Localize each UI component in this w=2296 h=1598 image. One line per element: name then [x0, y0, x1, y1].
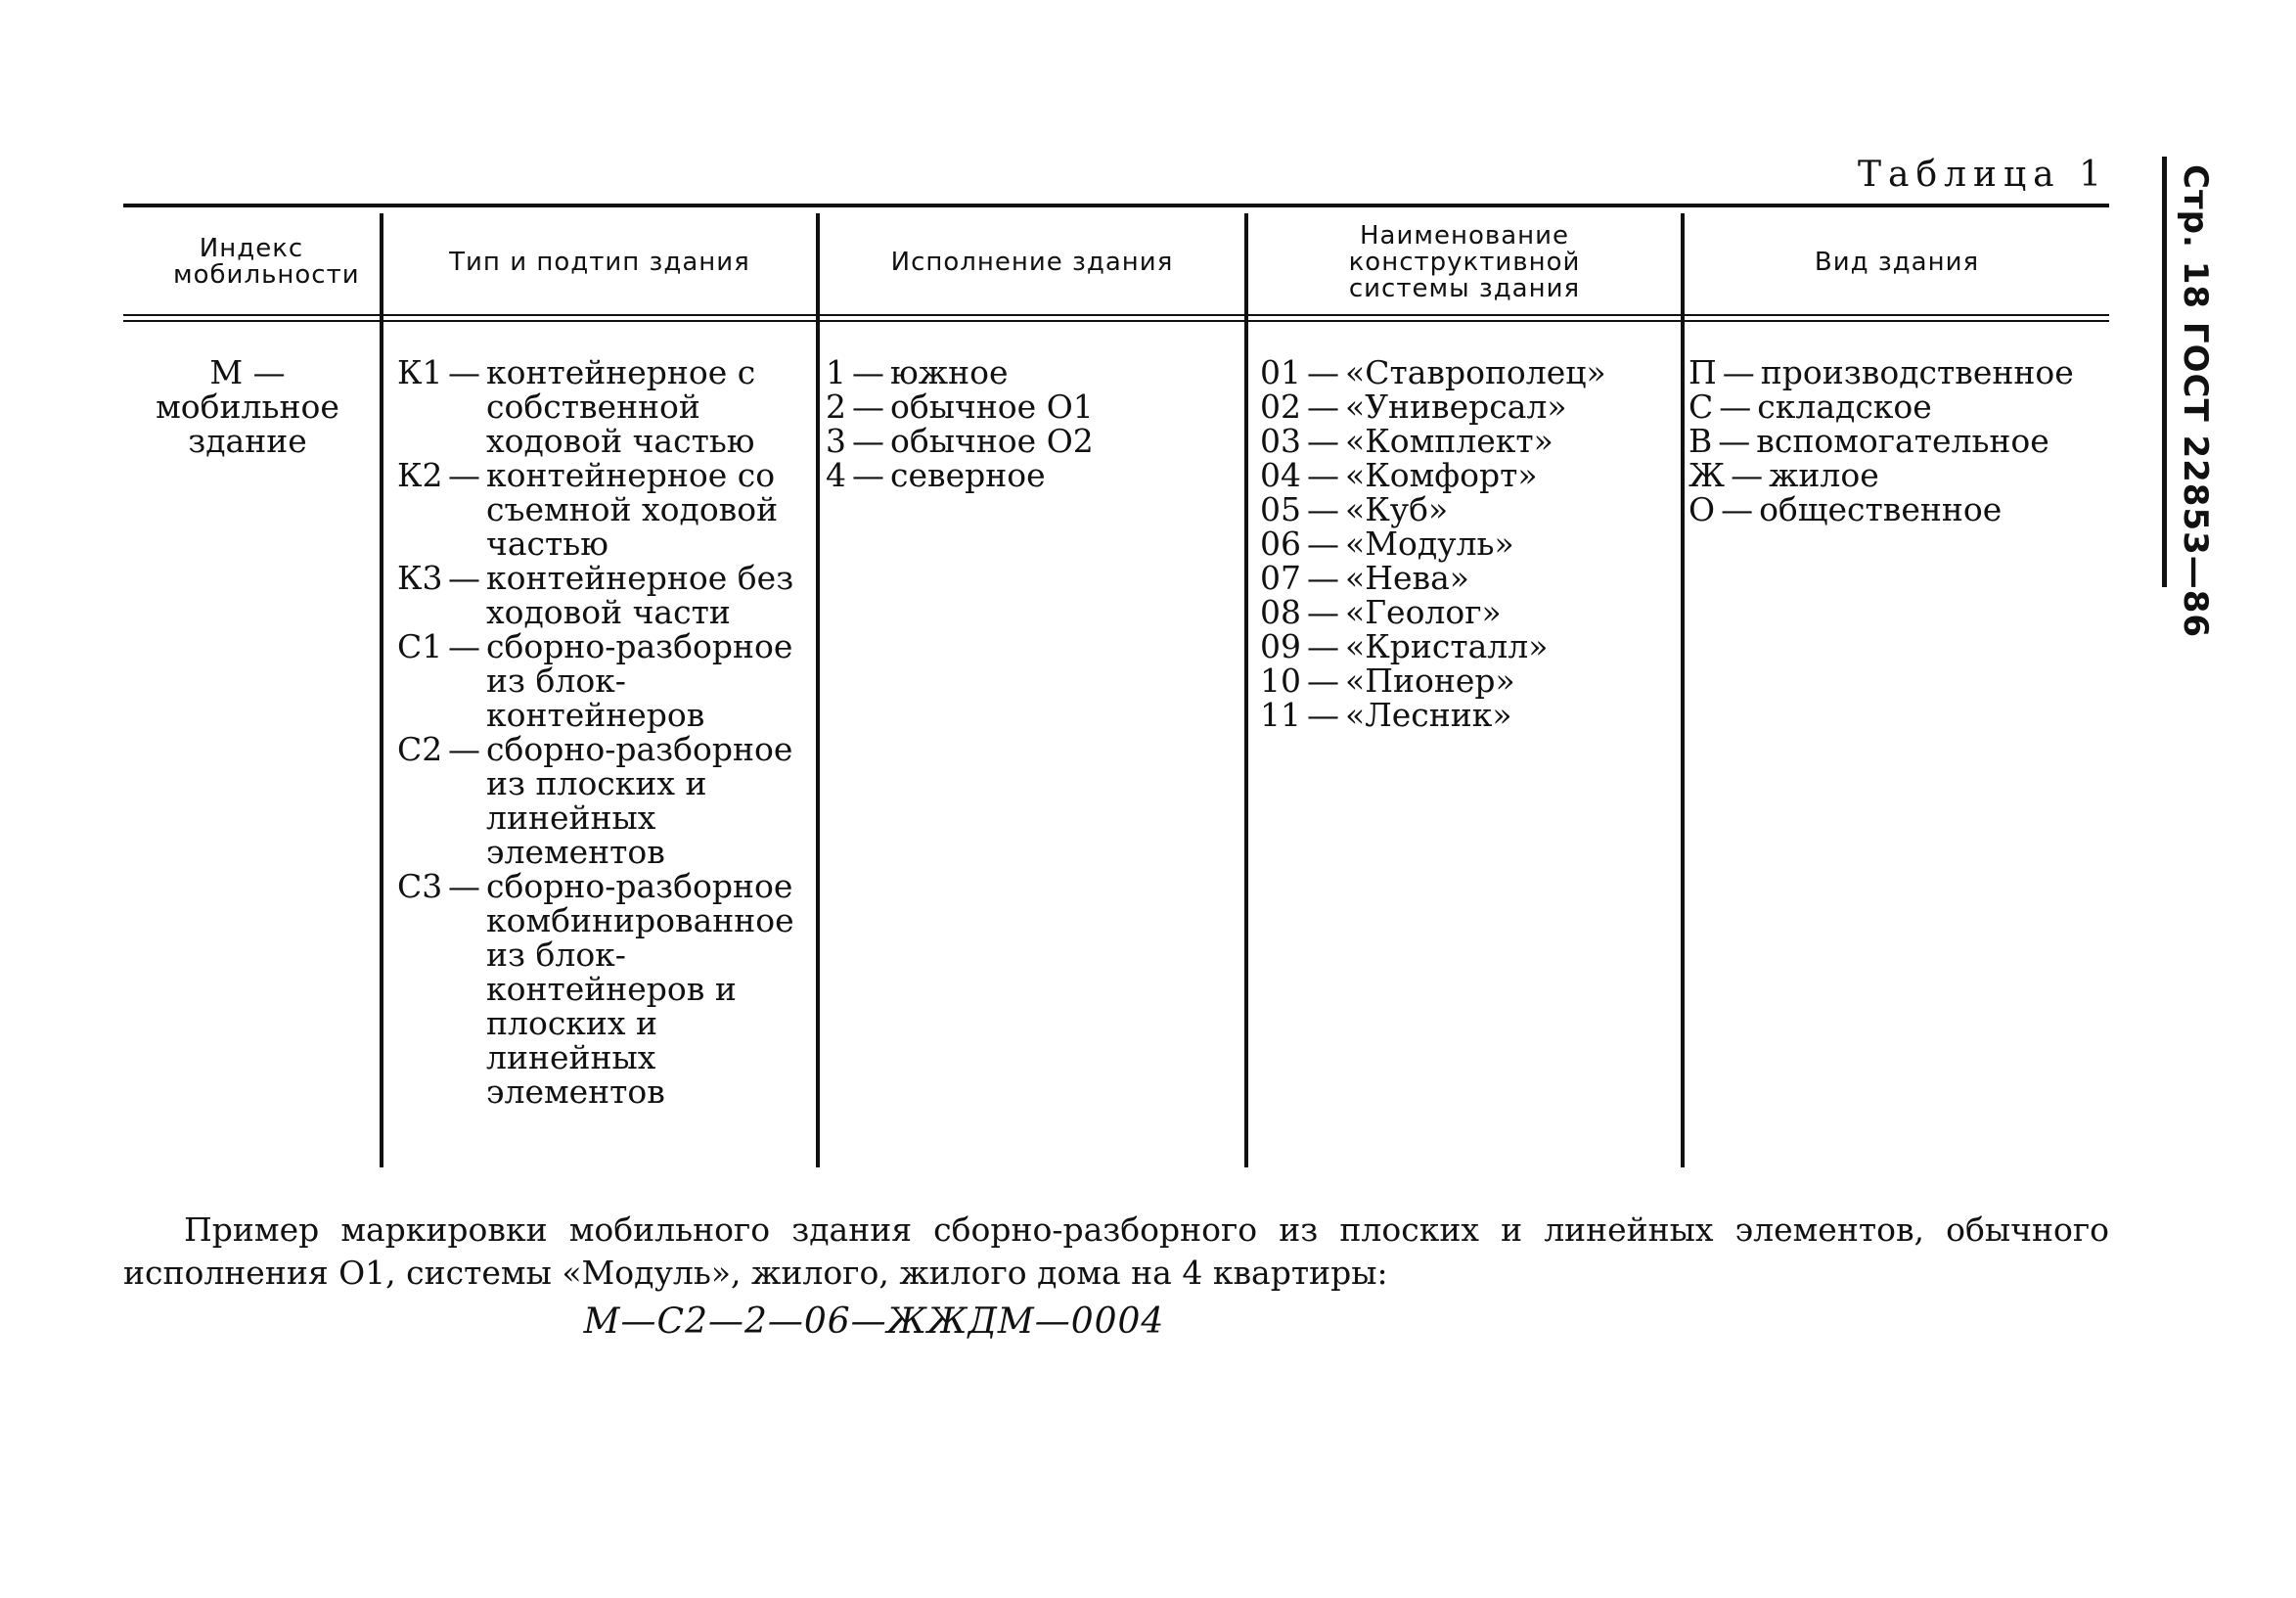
versions-cell	[826, 355, 1237, 492]
dash-separator: —	[1307, 593, 1339, 631]
version-code: 2	[826, 388, 846, 426]
version-entry	[826, 424, 1237, 458]
type-entry	[397, 869, 808, 1109]
version-entry	[826, 389, 1237, 424]
system-code: 06	[1260, 525, 1301, 563]
column-divider-3	[1244, 213, 1248, 1167]
kind-code: О	[1688, 490, 1716, 528]
header-kind	[1685, 213, 2109, 311]
kind-text: вспомогательное	[1756, 422, 2049, 460]
dash-separator: —	[1718, 422, 1751, 460]
type-entry	[397, 355, 808, 458]
system-text: «Универсал»	[1345, 388, 1567, 426]
margin-rule	[2162, 157, 2167, 587]
type-code: К3	[397, 559, 443, 597]
marking-formula: М—С2—2—06—ЖЖДМ—0004	[583, 1301, 1165, 1342]
system-text: «Ставрополец»	[1345, 353, 1606, 391]
system-entry	[1260, 561, 1671, 595]
type-text: сборно-разборное комбинированное из блок-контейнеров и плоских и линейных элементов	[486, 867, 794, 1111]
dash-separator: —	[1307, 525, 1339, 563]
type-text: контейнерное со съемной ходовой частью	[486, 456, 779, 563]
type-text: контейнерное с собственной ходовой частью	[486, 353, 756, 460]
header-index	[123, 213, 380, 311]
system-text: «Комфорт»	[1345, 456, 1538, 494]
version-code: 3	[826, 422, 846, 460]
system-code: 03	[1260, 422, 1301, 460]
dash-separator: —	[1307, 490, 1339, 528]
kind-entry	[1688, 389, 2099, 424]
kind-text: производственное	[1760, 353, 2074, 391]
kind-entry	[1688, 492, 2099, 526]
dash-separator: —	[448, 867, 480, 905]
index-cell	[115, 355, 380, 458]
dash-separator: —	[1721, 490, 1754, 528]
dash-separator: —	[1307, 627, 1339, 665]
dash-separator: —	[1719, 388, 1752, 426]
system-text: «Нева»	[1345, 559, 1469, 597]
system-text: «Комплект»	[1345, 422, 1553, 460]
system-entry	[1260, 424, 1671, 458]
table-top-rule	[123, 204, 2109, 207]
dash-separator: —	[1722, 353, 1755, 391]
standard-number: ГОСТ 22853—86	[2176, 321, 2215, 639]
kind-entry	[1688, 458, 2099, 492]
system-entry	[1260, 458, 1671, 492]
dash-separator: —	[1307, 388, 1339, 426]
system-entry	[1260, 629, 1671, 663]
system-entry	[1260, 492, 1671, 526]
version-text: северное	[890, 456, 1046, 494]
page-label: Стр. 18	[2176, 164, 2215, 310]
systems-cell	[1260, 355, 1671, 732]
type-text: сборно-разборное из плоских и линейных элементов	[486, 730, 793, 871]
type-code: С3	[397, 867, 443, 905]
kind-text: жилое	[1769, 456, 1879, 494]
system-text: «Геолог»	[1345, 593, 1502, 631]
version-entry	[826, 355, 1237, 389]
system-entry	[1260, 389, 1671, 424]
table-caption: Таблица 1	[1858, 155, 2108, 195]
system-code: 10	[1260, 662, 1301, 700]
kind-code: П	[1688, 353, 1717, 391]
type-code: К2	[397, 456, 443, 494]
kind-entry	[1688, 355, 2099, 389]
type-entry	[397, 561, 808, 629]
header-version	[820, 213, 1244, 311]
column-divider-4	[1681, 213, 1685, 1167]
dash-separator: —	[1307, 559, 1339, 597]
system-entry	[1260, 663, 1671, 698]
type-code: С2	[397, 730, 443, 768]
type-text: сборно-разборное из блок-контейнеров	[486, 627, 793, 734]
system-text: «Куб»	[1345, 490, 1449, 528]
kind-text: складское	[1757, 388, 1932, 426]
system-code: 09	[1260, 627, 1301, 665]
kinds-cell	[1688, 355, 2099, 526]
dash-separator: —	[852, 353, 884, 391]
type-entry	[397, 629, 808, 732]
type-entry	[397, 732, 808, 869]
example-paragraph: Пример маркировки мобильного здания сборно-разборного из плоских и линейных элементов, обычного исполнения О1, системы «Модуль», жилого, жилого дома на 4 квартиры:	[123, 1210, 2109, 1292]
system-entry	[1260, 698, 1671, 732]
dash-separator: —	[1307, 662, 1339, 700]
type-code: К1	[397, 353, 443, 391]
index-value: М — мобильное здание	[156, 353, 339, 460]
system-text: «Кристалл»	[1345, 627, 1549, 665]
system-text: «Модуль»	[1345, 525, 1514, 563]
system-entry	[1260, 526, 1671, 561]
header-kind-label: Вид здания	[1814, 247, 1980, 277]
type-entry	[397, 458, 808, 561]
kind-code: В	[1688, 422, 1713, 460]
dash-separator: —	[852, 422, 884, 460]
dash-separator: —	[448, 456, 480, 494]
dash-separator: —	[448, 627, 480, 665]
version-text: южное	[890, 353, 1009, 391]
system-code: 02	[1260, 388, 1301, 426]
type-text: контейнерное без ходовой части	[486, 559, 794, 631]
kind-code: Ж	[1688, 456, 1726, 494]
version-code: 1	[826, 353, 846, 391]
system-text: «Лесник»	[1345, 696, 1512, 734]
version-entry	[826, 458, 1237, 492]
system-code: 08	[1260, 593, 1301, 631]
system-code: 01	[1260, 353, 1301, 391]
version-text: обычное О2	[890, 422, 1094, 460]
type-code: С1	[397, 627, 443, 665]
system-code: 04	[1260, 456, 1301, 494]
dash-separator: —	[1307, 422, 1339, 460]
kind-code: С	[1688, 388, 1714, 426]
header-system-label: Наименование конструктивной системы здания	[1348, 220, 1581, 303]
header-version-label: Исполнение здания	[890, 247, 1174, 277]
header-type	[383, 213, 816, 311]
system-code: 05	[1260, 490, 1301, 528]
header-rule-1	[123, 314, 2109, 316]
dash-separator: —	[1307, 696, 1339, 734]
system-code: 11	[1260, 696, 1301, 734]
dash-separator: —	[852, 388, 884, 426]
system-text: «Пионер»	[1345, 662, 1515, 700]
system-code: 07	[1260, 559, 1301, 597]
dash-separator: —	[448, 559, 480, 597]
kind-entry	[1688, 424, 2099, 458]
version-code: 4	[826, 456, 846, 494]
dash-separator: —	[852, 456, 884, 494]
dash-separator: —	[1731, 456, 1764, 494]
dash-separator: —	[1307, 353, 1339, 391]
header-rule-2	[123, 320, 2109, 322]
column-divider-2	[816, 213, 820, 1167]
header-type-label: Тип и подтип здания	[449, 247, 750, 277]
types-cell	[397, 355, 808, 1109]
dash-separator: —	[448, 730, 480, 768]
header-index-label: Индекс мобильности	[173, 234, 360, 290]
column-divider-1	[380, 213, 383, 1167]
dash-separator: —	[448, 353, 480, 391]
dash-separator: —	[1307, 456, 1339, 494]
header-system	[1248, 213, 1681, 311]
version-text: обычное О1	[890, 388, 1094, 426]
kind-text: общественное	[1759, 490, 2003, 528]
page-running-header	[2176, 164, 2215, 638]
system-entry	[1260, 355, 1671, 389]
system-entry	[1260, 595, 1671, 629]
